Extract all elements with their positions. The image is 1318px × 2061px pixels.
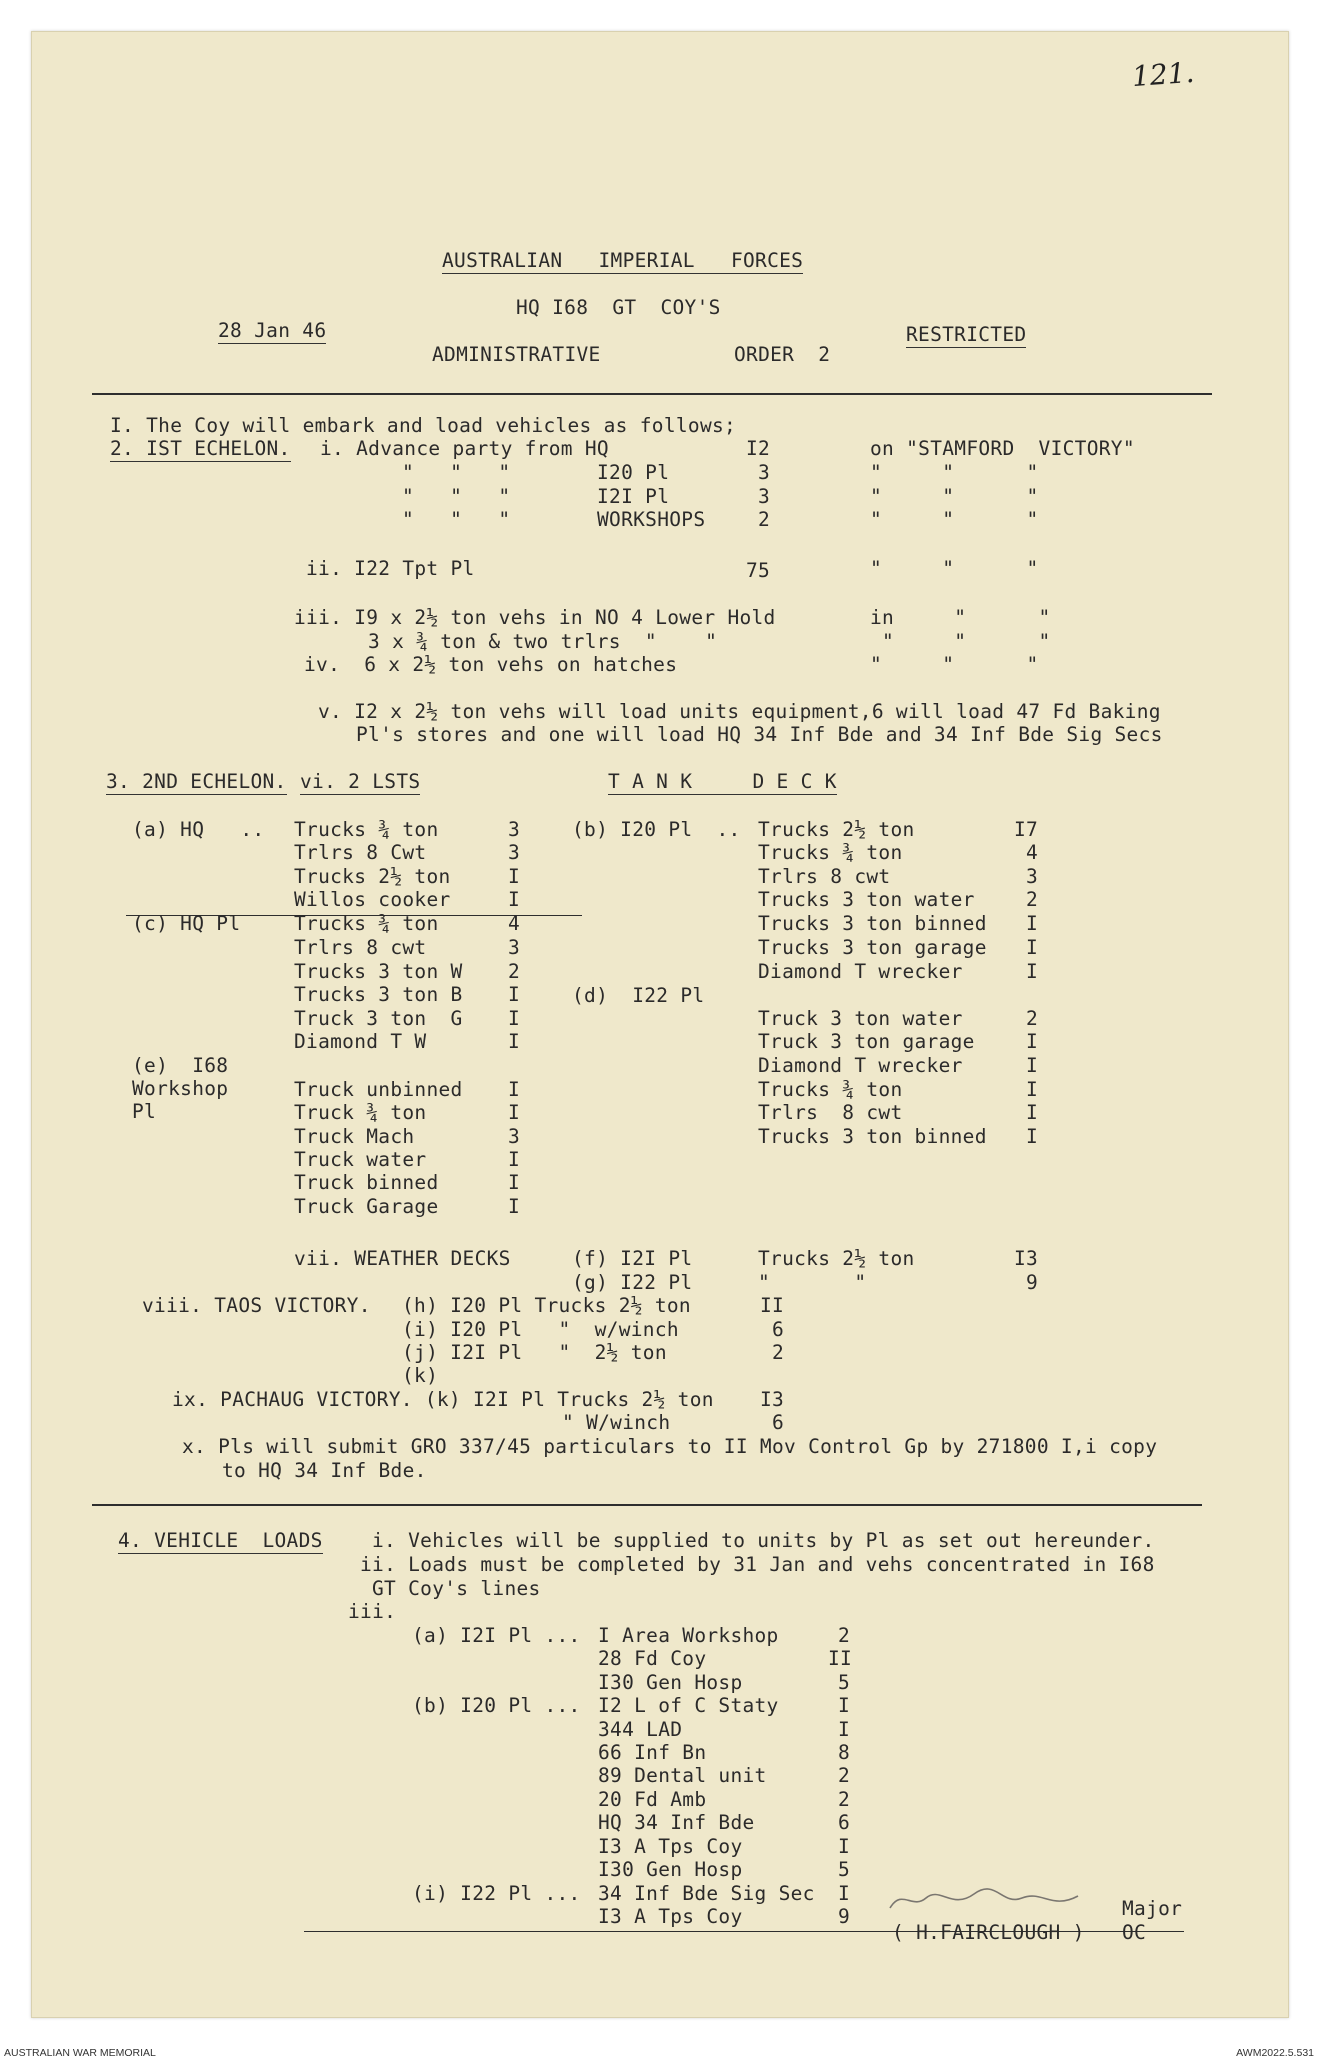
advance-number: 3 (758, 485, 771, 508)
tpt-pl-line: ii. I22 Tpt Pl (306, 557, 475, 580)
load-item: Truck Garage (294, 1195, 439, 1218)
load-count: I7 (1014, 818, 1039, 841)
unit-name: 89 Dental unit (598, 1764, 767, 1787)
load-item: Truck unbinned (294, 1078, 463, 1101)
workshop-label: (e) I68 (132, 1054, 229, 1077)
trailers-line: 3 x ¾ ton & two trlrs " " (368, 630, 718, 653)
vehicle-count: I (838, 1718, 851, 1741)
footer-archive-name: AUSTRALIAN WAR MEMORIAL (4, 2047, 156, 2059)
vehicle-count: 9 (838, 1905, 851, 1928)
taos-line: (i) I20 Pl " w/winch (402, 1318, 679, 1341)
vehicle-count: 2 (838, 1788, 851, 1811)
ditto-ship: " " " (870, 508, 1039, 531)
advance-party-number: I2 (746, 437, 771, 460)
weather-f-item: Trucks 2½ ton (758, 1247, 915, 1270)
pachaug-count-2: 6 (772, 1411, 785, 1434)
vehicle-count: 5 (838, 1671, 851, 1694)
signatory-name: ( H.FAIRCLOUGH ) (892, 1921, 1085, 1944)
weather-f-unit: (f) I2I Pl (572, 1247, 693, 1270)
load-item: Truck water (294, 1148, 427, 1171)
load-item: Trucks 3 ton B (294, 983, 463, 1006)
load-item: Trucks 3 ton garage (758, 936, 987, 959)
load-item: Willos cooker (294, 888, 451, 911)
load-item: Truck ¾ ton (294, 1101, 427, 1124)
weather-g-unit: (g) I22 Pl (572, 1271, 693, 1294)
second-echelon-heading: 3. 2ND ECHELON. (106, 770, 287, 793)
advance-party-ship: on "STAMFORD VICTORY" (870, 437, 1135, 460)
ditto-row: " " " (402, 461, 511, 484)
load-count: I (1026, 1030, 1039, 1053)
ditto-ship: " " " (870, 653, 1039, 676)
taos-line: (h) I20 Pl Trucks 2½ ton (402, 1294, 691, 1317)
taos-line: (j) I2I Pl " 2½ ton (402, 1341, 667, 1364)
load-count: I (1026, 1125, 1039, 1148)
load-count: 3 (1026, 865, 1039, 888)
ditto-ship: " " " (870, 557, 1039, 580)
load-item: Trucks 3 ton binned (758, 912, 987, 935)
i20-pl-label: (b) I20 Pl ... (412, 1694, 581, 1717)
unit-name: I3 A Tps Coy (598, 1905, 743, 1928)
load-item: Truck binned (294, 1171, 439, 1194)
load-count: I (1026, 912, 1039, 935)
load-item: Trucks ¾ ton (758, 841, 903, 864)
unit-name: HQ 34 Inf Bde (598, 1811, 755, 1834)
unit-name: 66 Inf Bn (598, 1741, 707, 1764)
weather-decks-label: vii. WEATHER DECKS (294, 1247, 511, 1270)
load-count: I (508, 1078, 521, 1101)
weather-g-item: " " (758, 1271, 867, 1294)
vehicle-loads-ii-2: GT Coy's lines (372, 1577, 541, 1600)
unit-name: 20 Fd Amb (598, 1788, 707, 1811)
taos-victory-label: viii. TAOS VICTORY. (142, 1294, 371, 1317)
weather-f-count: I3 (1014, 1247, 1039, 1270)
load-item: Trucks ¾ ton (758, 1078, 903, 1101)
load-item: Truck Mach (294, 1125, 415, 1148)
taos-count: II (760, 1294, 785, 1317)
units-equipment-line-2: Pl's stores and one will load HQ 34 Inf Bde and 34 Inf Bde Sig Secs (356, 723, 1163, 746)
workshop-label: Pl (132, 1100, 157, 1123)
lower-hold-line: iii. I9 x 2½ ton vehs in NO 4 Lower Hold (294, 606, 776, 629)
load-item: Truck 3 ton garage (758, 1030, 975, 1053)
header-divider (92, 393, 1212, 395)
tpt-pl-number: 75 (746, 559, 771, 582)
i22-pl-label: (d) I22 Pl (572, 984, 705, 1007)
lower-hold-ship: in " " (870, 606, 1051, 629)
load-item: Truck 3 ton water (758, 1007, 963, 1030)
load-count: I (1026, 960, 1039, 983)
unit-name: I Area Workshop (598, 1624, 779, 1647)
hq-pl-label: (c) HQ Pl (132, 912, 241, 935)
vehicle-count: 8 (838, 1741, 851, 1764)
vehicle-loads-ii-1: ii. Loads must be completed by 31 Jan and vehs concentrated in I68 (360, 1553, 1155, 1576)
gro-instruction-2: to HQ 34 Inf Bde. (222, 1459, 427, 1482)
unit-name: I30 Gen Hosp (598, 1858, 743, 1881)
advance-number: 2 (758, 508, 771, 531)
gro-instruction-1: x. Pls will submit GRO 337/45 particulars to II Mov Control Gp by 271800 I,i copy (182, 1435, 1158, 1458)
vehicle-count: II (828, 1647, 853, 1670)
hatches-line: iv. 6 x 2½ ton vehs on hatches (304, 653, 678, 676)
signature-scrawl (882, 1880, 1152, 1924)
taos-line: (k) (402, 1364, 439, 1387)
load-item: Trucks 3 ton binned (758, 1125, 987, 1148)
load-count: I (1026, 1101, 1039, 1124)
document-title: AUSTRALIAN IMPERIAL FORCES (442, 249, 804, 272)
signatory-rank: Major (1122, 1897, 1183, 1920)
pachaug-count: I3 (760, 1388, 785, 1411)
vehicle-count: I (838, 1882, 851, 1905)
load-item: Trlrs 8 cwt (758, 865, 891, 888)
load-item: Trucks 2½ ton (294, 865, 451, 888)
first-echelon-heading: 2. IST ECHELON. (110, 437, 291, 460)
load-count: 2 (1026, 888, 1039, 911)
i22-pl-label: (i) I22 Pl ... (412, 1882, 581, 1905)
unit-name: I30 Gen Hosp (598, 1671, 743, 1694)
load-item: Trucks ¾ ton (294, 912, 439, 935)
classification: RESTRICTED (906, 323, 1027, 346)
tank-deck-heading: T A N K D E C K (608, 770, 837, 793)
units-equipment-line-1: v. I2 x 2½ ton vehs will load units equipment,6 will load 47 Fd Baking (318, 700, 1161, 723)
vehicle-count: 5 (838, 1858, 851, 1881)
section-divider (92, 1504, 1202, 1506)
page-number: 121. (1130, 55, 1196, 94)
load-count: I (508, 1030, 521, 1053)
load-count: I (508, 865, 521, 888)
load-item: Diamond T wrecker (758, 1054, 963, 1077)
load-count: 3 (508, 818, 521, 841)
load-count: I (508, 983, 521, 1006)
workshop-label: Workshop (132, 1077, 229, 1100)
load-item: Trucks ¾ ton (294, 818, 439, 841)
pachaug-line: ix. PACHAUG VICTORY. (k) I2I Pl Trucks 2½ ton (172, 1388, 714, 1411)
advance-number: 3 (758, 461, 771, 484)
load-count: 4 (508, 912, 521, 935)
load-item: Diamond T wrecker (758, 960, 963, 983)
vehicle-loads-heading: 4. VEHICLE LOADS (118, 1529, 323, 1552)
pachaug-line-2: " W/winch (562, 1411, 671, 1434)
load-item: Trucks 2½ ton (758, 818, 915, 841)
unit-name: I2 L of C Staty (598, 1694, 779, 1717)
para-1: I. The Coy will embark and load vehicles as follows; (110, 414, 737, 437)
vehicle-count: 2 (838, 1624, 851, 1647)
unit-name: HQ I68 GT COY'S (516, 296, 721, 319)
vehicle-count: I (838, 1835, 851, 1858)
i21-pl-label: (a) I2I Pl ... (412, 1624, 581, 1647)
ditto-row: " " " (402, 508, 511, 531)
load-item: Truck 3 ton G (294, 1007, 463, 1030)
load-item: Diamond T W (294, 1030, 427, 1053)
load-count: I (508, 1101, 521, 1124)
unit-name: 28 Fd Coy (598, 1647, 707, 1670)
load-item: Trlrs 8 Cwt (294, 841, 427, 864)
document-date: 28 Jan 46 (218, 319, 327, 342)
vehicle-loads-i: i. Vehicles will be supplied to units by Pl as set out hereunder. (372, 1529, 1155, 1552)
ditto-ship: " " " (882, 630, 1051, 653)
i20-pl-label: (b) I20 Pl .. (572, 818, 741, 841)
signatory-appointment: OC (1122, 1921, 1147, 1944)
unit-name: 34 Inf Bde Sig Sec (598, 1882, 815, 1905)
vehicle-loads-iii: iii. (348, 1600, 397, 1623)
document-type: ADMINISTRATIVE (432, 343, 601, 366)
vehicle-count: 2 (838, 1764, 851, 1787)
load-count: 3 (508, 936, 521, 959)
ditto-ship: " " " (870, 485, 1039, 508)
load-count: I (508, 1148, 521, 1171)
load-item: Trlrs 8 cwt (758, 1101, 903, 1124)
advance-party-label: i. Advance party from HQ (320, 437, 609, 460)
hq-label: (a) HQ .. (132, 818, 265, 841)
load-count: I (1026, 1054, 1039, 1077)
vehicle-count: I (838, 1694, 851, 1717)
ditto-ship: " " " (870, 461, 1039, 484)
load-count: 2 (1026, 1007, 1039, 1030)
load-count: I (508, 888, 521, 911)
order-number: ORDER 2 (734, 343, 831, 366)
taos-count: 6 (772, 1318, 785, 1341)
load-item: Trucks 3 ton W (294, 960, 463, 983)
unit-name: 344 LAD (598, 1718, 683, 1741)
taos-count: 2 (772, 1341, 785, 1364)
unit-name: I3 A Tps Coy (598, 1835, 743, 1858)
advance-unit: I20 Pl (597, 461, 670, 484)
advance-unit: WORKSHOPS (597, 508, 706, 531)
advance-unit: I2I Pl (597, 485, 670, 508)
load-count: 3 (508, 841, 521, 864)
lsts-label: vi. 2 LSTS (300, 770, 421, 793)
load-item: Trlrs 8 cwt (294, 936, 427, 959)
load-count: I (508, 1195, 521, 1218)
weather-g-count: 9 (1026, 1271, 1039, 1294)
load-count: I (508, 1007, 521, 1030)
load-count: I (1026, 936, 1039, 959)
footer-reference: AWM2022.5.531 (1236, 2047, 1314, 2059)
load-count: I (508, 1171, 521, 1194)
load-item: Trucks 3 ton water (758, 888, 975, 911)
load-count: I (1026, 1078, 1039, 1101)
load-count: 3 (508, 1125, 521, 1148)
load-count: 2 (508, 960, 521, 983)
ditto-row: " " " (402, 485, 511, 508)
vehicle-count: 6 (838, 1811, 851, 1834)
load-count: 4 (1026, 841, 1039, 864)
document-page (31, 31, 1289, 2018)
